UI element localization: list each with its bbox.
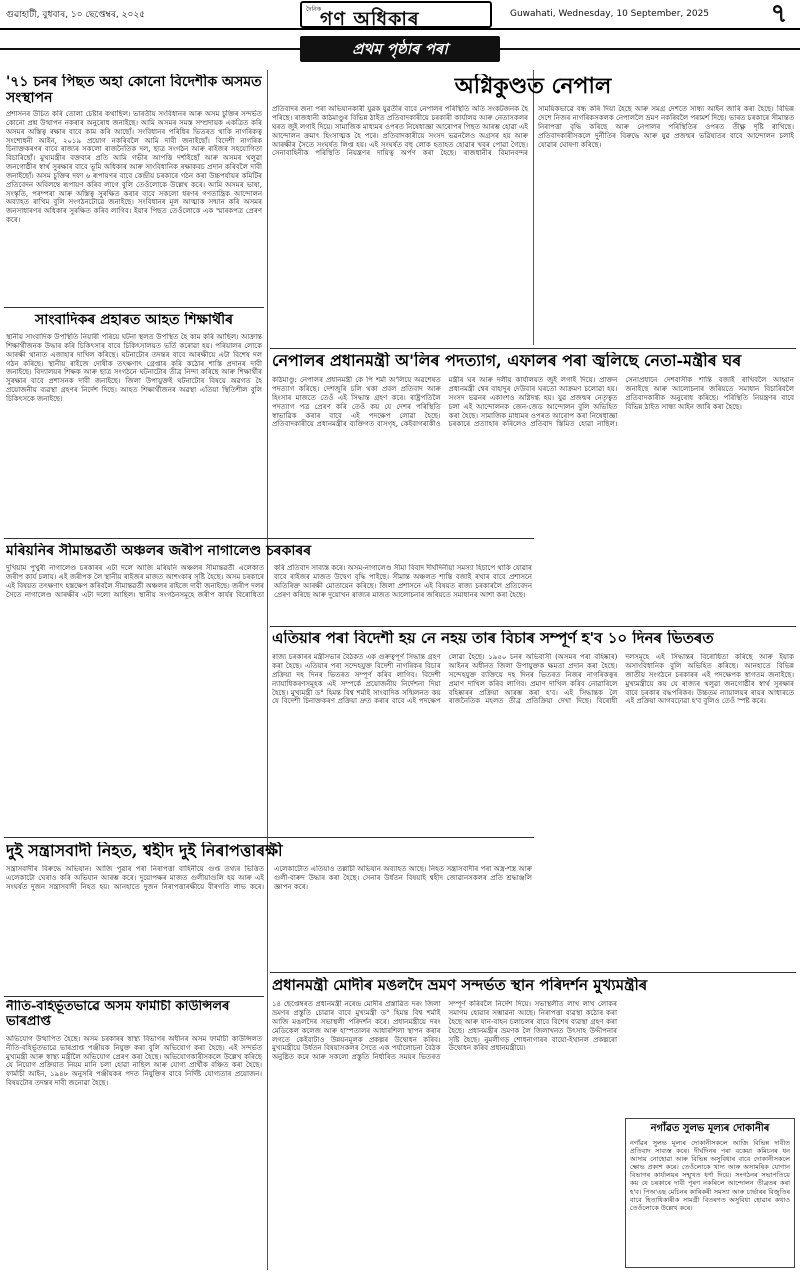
article-headline: নেপালৰ প্ৰধানমন্ত্ৰী অ'লিৰ পদত্যাগ, এফালৰ পৰা জ্বলিছে নেতা-মন্ত্ৰীৰ ঘৰ	[272, 352, 742, 370]
logo-name: গণ অধিকাৰ	[320, 8, 420, 30]
logo-small-text: দৈনিক	[306, 6, 322, 13]
article-nepal-fire	[272, 74, 794, 346]
article-pharmacy-council	[6, 1000, 262, 1268]
date-english: Guwahati, Wednesday, 10 September, 2025	[510, 9, 710, 19]
section-rule	[270, 972, 796, 973]
article-body: প্ৰশাসনৰ উচিত কৰি তোলা চেষ্টাৰ কথাছিল। ভাৰতীয় সংবিধানৰ আৰু অসম চুক্তিৰ সন্দৰ্ভত কোনো প্ৰশ্ন উত্থাপন নকৰাৰ অনুৰোধ জনাইছে। আমি অসমৰ সমস্ত সম্প্ৰদায়ক একত্ৰিত কৰি অসমৰ অস্তিত্ব ৰক্ষাৰ বাবে কাম কৰি আছোঁ। সংবিধানৰ পৰিধিৰ ভিতৰত থাকি নাগৰিকত্ব সংশোধনী আইন, ২০১৯ প্ৰয়োগ নকৰিবলৈ আমি দাবী জনাইছোঁ। বিদেশী নাগৰিক চিনাক্তকৰণৰ বাবে ৰাজ্যৰ সকলো ৰাজনৈতিক দল, ছাত্ৰ সংগঠন আৰু ৰাইজৰ সহযোগিতা বিচাৰিছোঁ। মুখ্যমন্ত্ৰীৰ বক্তব্যৰ প্ৰতি আমি গভীৰ আপত্তি দৰ্শাইছোঁ আৰু অসমৰ থলুৱা জনগোষ্ঠীৰ স্বাৰ্থ সুৰক্ষাৰ বাবে ভূমি অধিকাৰ আৰু সাংবিধানিক ৰক্ষাকবচ প্ৰদান কৰিবলৈ দাবী জনাইছোঁ। অসম চুক্তিৰ দফা ৬ ৰূপায়ণৰ বাবে কেন্দ্ৰীয় চৰকাৰে গঠন কৰা উচ্চপৰ্যায়ৰ কমিটিৰ প্ৰতিবেদন অবিলম্বে ৰূপায়ণ কৰিব লাগে বুলি তেওঁলোকে উল্লেখ কৰে। আমি অসমৰ ভাষা, সংস্কৃতি, পৰম্পৰা আৰু অস্তিত্ব সুৰক্ষিত কৰাৰ বাবে সকলো ধৰণৰ গণতান্ত্ৰিক আন্দোলন অব্যাহত ৰাখিম বুলি সংগঠনটোৱে জনাইছে। সংবিধানৰ মূল আত্মাক সন্মান কৰি অসমৰ জনসাধাৰণৰ অধিকাৰ সুৰক্ষিত কৰিব লাগিব। ইয়াৰ পিছত তেওঁলোকে এক স্মাৰকপত্ৰ প্ৰেৰণ কৰে।	[6, 110, 262, 224]
article-body: ১৪ ছেপ্তেম্বৰত প্ৰধানমন্ত্ৰী নৰেন্দ্ৰ মোদীৰ প্ৰস্তাৱিত দৰং জিলা ভ্ৰমণৰ প্ৰস্তুতি চোৱাৰ বাবে মুখ্যমন্ত্ৰী ড° হিমন্ত বিশ্ব শৰ্মাই আজি মঙলদৈৰ সভাস্থলী পৰিদৰ্শন কৰে। প্ৰধানমন্ত্ৰীয়ে দৰং মেডিকেল কলেজ আৰু হাস্পতালৰ আধাৰশিলা স্থাপন কৰাৰ লগতে কেইবাটাও উন্নয়নমূলক প্ৰকল্পৰ উদ্বোধন কৰিব। মুখ্যমন্ত্ৰীয়ে উৰ্ধতন বিষয়াসকলৰ সৈতে এক পৰ্যালোচনা বৈঠক অনুষ্ঠিত কৰে আৰু সকলো প্ৰস্তুতি নিৰ্ধাৰিত সময়ৰ ভিতৰত সম্পূৰ্ণ কৰিবলৈ নিৰ্দেশ দিয়ে। সভাস্থলীত লাখ লাখ লোকৰ সমাগম হোৱাৰ সম্ভাৱনা আছে। নিৰাপত্তা ব্যৱস্থা কঠোৰ কৰা হৈছে আৰু যান-বাহন চলাচলৰ বাবে বিশেষ ব্যৱস্থা গ্ৰহণ কৰা হৈছে। প্ৰধানমন্ত্ৰীৰ ভ্ৰমণক লৈ জিলাখনত উৎসাহ উদ্দীপনাৰ সৃষ্টি হৈছে। নুমলীগড় শোধনাগাৰৰ বায়ো-ইথানল প্ৰকল্পৰো উদ্বোধন কৰিব প্ৰধানমন্ত্ৰীয়ে।	[272, 1000, 617, 1062]
article-foreigner-trial	[272, 630, 794, 968]
article-headline: প্ৰধানমন্ত্ৰী মোদীৰ মঙলদৈ ভ্ৰমণ সন্দৰ্ভত স্থান পৰিদৰ্শন মুখ্যমন্ত্ৰীৰ	[272, 977, 648, 994]
article-body: সন্ত্ৰাসবাদীৰ বিৰুদ্ধে অভিযান। আজি পুৱাৰ পৰা নিৰাপত্তা বাহিনীয়ে গুপ্ত তথ্যৰ ভিত্তিত এলেকাটো ঘেৰাও কৰি অভিযান আৰম্ভ কৰে। দুয়োপক্ষৰ মাজত গুলীয়াগুলি হয় আৰু এই সংঘৰ্ষত দুজন সন্ত্ৰাসবাদী নিহত হয়। আনহাতে দুজন নিৰাপত্তাৰক্ষীয়ে বীৰগতি লাভ কৰে। এলেকাটোত এতিয়াও তল্লাচী অভিযান অব্যাহত আছে। নিহত সন্ত্ৰাসবাদীৰ পৰা অস্ত্ৰ-শস্ত্ৰ আৰু গুলী-বাৰুদ উদ্ধাৰ কৰা হৈছে। সেনাৰ উৰ্ধতন বিষয়াই শ্বহীদ জোৱানসকলৰ প্ৰতি শ্ৰদ্ধাঞ্জলি জ্ঞাপন কৰে।	[6, 865, 532, 892]
article-body: ৰাজ্য চৰকাৰৰ মন্ত্ৰীসভাৰ বৈঠকত এক গুৰুত্বপূৰ্ণ সিদ্ধান্ত গ্ৰহণ কৰা হৈছে। এতিয়াৰ পৰা সন্দেহযুক্ত বিদেশী নাগৰিকৰ বিচাৰ প্ৰক্ৰিয়া দহ দিনৰ ভিতৰত সম্পূৰ্ণ কৰিব লাগিব। বিদেশী ন্যায়াধিকৰণসমূহক এই সম্পৰ্কে প্ৰয়োজনীয় নিৰ্দেশনা দিয়া হৈছে। মুখ্যমন্ত্ৰী ড° হিমন্ত বিশ্ব শৰ্মাই সাংবাদিক সন্মিলনত কয় যে বিদেশী চিনাক্তকৰণ প্ৰক্ৰিয়া দ্ৰুত কৰাৰ বাবে এই পদক্ষেপ লোৱা হৈছে। ১৯৫০ চনৰ অভিবাসী (অসমৰ পৰা বহিষ্কাৰ) আইনৰ অধীনত জিলা উপায়ুক্তক ক্ষমতা প্ৰদান কৰা হৈছে। সন্দেহযুক্ত ব্যক্তিয়ে দহ দিনৰ ভিতৰত নিজৰ নাগৰিকত্বৰ প্ৰমাণ দাখিল কৰিব লাগিব। প্ৰমাণ দাখিল কৰিব নোৱাৰিলে বহিষ্কাৰৰ প্ৰক্ৰিয়া আৰম্ভ কৰা হ'ব। এই সিদ্ধান্তক লৈ ৰাজনৈতিক মহলত তীব্ৰ প্ৰতিক্ৰিয়া দেখা দিছে। বিৰোধী দলসমূহে এই সিদ্ধান্তৰ বিৰোধিতা কৰিছে আৰু ইয়াক অসাংবিধানিক বুলি অভিহিত কৰিছে। আনহাতে বিভিন্ন জাতীয় সংগঠনে চৰকাৰৰ এই পদক্ষেপক স্বাগতম জনাইছে। মুখ্যমন্ত্ৰীয়ে কয় যে ৰাজ্যৰ থলুৱা জনগোষ্ঠীৰ স্বাৰ্থ সুৰক্ষাৰ বাবে চৰকাৰ বদ্ধপৰিকৰ। উচ্চতম ন্যায়ালয়ৰ ৰায়ৰ আধাৰতে এই প্ৰক্ৰিয়া আগবঢ়োৱা হ'ব বুলিও তেওঁ স্পষ্ট কৰে।	[272, 653, 794, 706]
article-headline: অগ্নিকুণ্ডত নেপাল	[454, 74, 612, 99]
date-local: গুৱাহাটী, বুধবাৰ, ১০ ছেপ্তেম্বৰ, ২০২৫	[6, 10, 146, 20]
article-outsiders	[6, 74, 262, 304]
newspaper-logo	[300, 1, 492, 28]
article-ration-shop	[625, 1118, 795, 1268]
article-headline: '৭১ চনৰ পিছত অহা কোনো বিদেশীক অসমত সংস্থাপন	[6, 74, 262, 107]
article-body: কাঠমাণ্ডু: নেপালৰ প্ৰধানমন্ত্ৰী কে পি শৰ্মা অ'লিয়ে অৱশেষত পদত্যাগ কৰিছে। দেশজুৰি চলি থকা প্ৰবল প্ৰতিবাদ আৰু হিংসাৰ মাজতে তেওঁ এই সিদ্ধান্ত গ্ৰহণ কৰে। ৰাষ্ট্ৰপতিলৈ পদত্যাগ পত্ৰ প্ৰেৰণ কৰি তেওঁ কয় যে দেশৰ পৰিস্থিতি স্বাভাৱিক কৰাৰ বাবে এই পদক্ষেপ লোৱা হৈছে। প্ৰতিবাদকাৰীয়ে প্ৰধানমন্ত্ৰীৰ ব্যক্তিগত বাসগৃহ, কেইবাগৰাকীও মন্ত্ৰীৰ ঘৰ আৰু দলীয় কাৰ্যালয়ত জুই লগাই দিয়ে। প্ৰাক্তন প্ৰধানমন্ত্ৰী শ্বেৰ বাহাদুৰ দেউবাৰ ঘৰতো আক্ৰমণ চলোৱা হয়। সংসদ ভৱনৰ একাংশও অগ্নিদগ্ধ হয়। যুৱ প্ৰজন্মৰ নেতৃত্বত চলা এই আন্দোলনক জেন-জেড আন্দোলন বুলি অভিহিত কৰা হৈছে। সামাজিক মাধ্যমৰ ওপৰত আৰোপ কৰা নিষেধাজ্ঞা চৰকাৰে প্ৰত্যাহাৰ কৰিলেও প্ৰতিবাদ স্তিমিত হোৱা নাছিল। সেনাপ্ৰধানে দেশবাসীক শান্তি বজাই ৰাখিবলৈ আহ্বান জনাইছে আৰু আলোচনাৰ জৰিয়তে সমাধান বিচাৰিবলৈ প্ৰতিবাদকাৰীক অনুৰোধ কৰিছে। পৰিস্থিতি নিয়ন্ত্ৰণৰ বাবে বিভিন্ন ঠাইত সান্ধ্য আইন জাৰি কৰা হৈছে।	[272, 376, 794, 429]
section-rule	[270, 626, 796, 627]
article-oli-resigns	[272, 352, 794, 622]
article-headline: দুই সন্ত্ৰাসবাদী নিহত, শ্বহীদ দুই নিৰাপত্তাৰক্ষী	[6, 842, 283, 860]
section-rule	[4, 307, 264, 308]
article-body: দুখিয়াম পুখুৰী নাগালেণ্ড চৰকাৰৰ এটা দলে আজি মৰিয়নি অঞ্চলৰ সীমান্তৱৰ্তী এলেকাত জৰীপ কাৰ্য চলায়। এই জৰীপক লৈ স্থানীয় ৰাইজৰ মাজত আশংকাৰ সৃষ্টি হৈছে। অসম চৰকাৰে এই বিষয়ত তৎক্ষণাৎ হস্তক্ষেপ কৰিবলৈ সীমান্তৱৰ্তী অঞ্চলৰ ৰাইজে দাবী জনাইছে। জৰীপ দলৰ সৈতে নাগালেণ্ড আৰক্ষীৰ এটা দলো আছিল। স্থানীয় সংগঠনসমূহে জৰীপ কাৰ্যৰ বিৰোধিতা কৰি প্ৰতিবাদ সাব্যস্ত কৰে। অসম-নাগালেণ্ড সীমা বিবাদ দীৰ্ঘদিনীয়া সমস্যা হিচাপে থাকি যোৱাৰ বাবে ৰাইজৰ মাজত উদ্বেগ বৃদ্ধি পাইছে। সীমান্ত অঞ্চলত শান্তি বজাই ৰখাৰ বাবে প্ৰশাসনে অতিৰিক্ত আৰক্ষী মোতায়েন কৰিছে। জিলা প্ৰশাসনে এই বিষয়ত ৰাজ্য চৰকাৰলৈ প্ৰতিবেদন প্ৰেৰণ কৰিছে আৰু দুয়োখন ৰাজ্যৰ মাজত আলোচনাৰ জৰিয়তে সমাধানৰ আশা কৰা হৈছে।	[6, 564, 532, 599]
masthead	[0, 0, 800, 30]
article-body: স্থানীয় সাংবাদিক উপস্থিতি নিয়াৰী পৰিয়ে ঘটনা স্থলত উপস্থিত হৈ কাম কৰি আছিল। আক্ৰান্ত শিক্ষাৰ্থীজনক উদ্ধাৰ কৰি চিকিৎসাৰ বাবে চিকিৎসালয়ত ভৰ্তি কৰোৱা হয়। পৰিয়ালৰ লোকে আৰক্ষী থানাত এজাহাৰ দাখিল কৰিছে। ঘটনাটোৰ তদন্তৰ বাবে আৰক্ষীয়ে এটা বিশেষ দল গঠন কৰিছে। স্থানীয় ৰাইজে দোষীক তৎক্ষণাৎ গ্ৰেপ্তাৰ কৰি কঠোৰ শাস্তি প্ৰদানৰ দাবী জনাইছে। বিদ্যালয়ৰ শিক্ষক আৰু ছাত্ৰ সংগঠনে ঘটনাটোৰ তীব্ৰ নিন্দা কৰিছে আৰু শিক্ষাৰ্থীৰ সুৰক্ষাৰ বাবে প্ৰশাসনক দাবী জনাইছে। জিলা উপায়ুক্তই ঘটনাটোৰ বিষয়ে অৱগত হৈ প্ৰয়োজনীয় ব্যৱস্থা গ্ৰহণৰ নিৰ্দেশ দিছে। আহত শিক্ষাৰ্থীজনৰ অৱস্থা এতিয়া স্থিতিশীল বুলি চিকিৎসকে জনাইছে।	[6, 333, 262, 403]
article-headline: নগাঁৱত সুলভ মূল্যৰ দোকানীৰ	[650, 1123, 770, 1134]
page-number: ৭	[770, 0, 788, 29]
article-body: নগাঁৱৰ সুলভ মূল্যৰ দোকানীসকলে আজি বিভিন্ন দাবীত প্ৰতিবাদ সাব্যস্ত কৰে। দীৰ্ঘদিনৰ পৰা বকেয়া কমিচনৰ ধন আদায় নোহোৱা আৰু বিভিন্ন অসুবিধাৰ বাবে দোকানীসকলে ক্ষোভ প্ৰকাশ কৰে। তেওঁলোকে খাদ্য আৰু অসামৰিক যোগান বিভাগৰ কাৰ্যালয়ৰ সন্মুখত ধৰ্ণা দিয়ে। সংগঠনৰ সভাপতিয়ে কয় যে চৰকাৰে দাবী পূৰণ নকৰিলে আন্দোলন তীব্ৰতৰ কৰা হ'ব। পিঅ'এছ মেচিনৰ কাৰিকৰী সমস্যা আৰু চাৰ্ভাৰৰ বিজুতিৰ বাবে হিতাধিকাৰীক সামগ্ৰী বিতৰণত অসুবিধা হোৱাৰ কথাও তেওঁলোকে উল্লেখ কৰে।	[630, 1138, 790, 1212]
article-headline: নীতি-বহিৰ্ভূতভাৱে অসম ফাৰ্মাচী কাউন্সিলৰ ভাৰপ্ৰাপ্ত	[6, 1000, 230, 1029]
section-rule	[4, 996, 264, 997]
section-banner: প্ৰথম পৃষ্ঠাৰ পৰা	[300, 36, 500, 62]
article-headline: সাংবাদিকৰ প্ৰহাৰত আহত শিক্ষাৰ্থীৰ	[35, 312, 233, 328]
article-journalist-assault	[6, 312, 262, 534]
section-rule	[270, 348, 796, 349]
article-headline: এতিয়াৰ পৰা বিদেশী হয় নে নহয় তাৰ বিচাৰ সম্পূৰ্ণ হ'ব ১০ দিনৰ ভিতৰত	[272, 630, 714, 647]
article-body: অভিযোগ উত্থাপিত হৈছে। অসম চৰকাৰৰ স্বাস্থ্য বিভাগৰ অধীনৰ অসম ফাৰ্মাচী কাউন্সিলত নীতি-বহিৰ্ভূতভাৱে ভাৰপ্ৰাপ্ত পঞ্জীয়ক নিযুক্ত কৰা বুলি অভিযোগ কৰা হৈছে। এই সন্দৰ্ভত মুখ্যমন্ত্ৰী আৰু স্বাস্থ্য মন্ত্ৰীলৈ অভিযোগ প্ৰেৰণ কৰা হৈছে। অভিযোগকাৰীসকলে উল্লেখ কৰিছে যে নিয়োগ প্ৰক্ৰিয়াত নিয়ম মানি চলা হোৱা নাছিল আৰু যোগ্য প্ৰাৰ্থীক বঞ্চিত কৰা হৈছে। ফাৰ্মাচী আইন, ১৯৪৮ অনুসৰি পঞ্জীয়কৰ পদত নিযুক্তিৰ বাবে নিৰ্দিষ্ট যোগ্যতাৰ প্ৰয়োজন। বিষয়টোৰ তদন্তৰ দাবী জনোৱা হৈছে।	[6, 1034, 262, 1087]
article-body: প্ৰতিবাদৰ জনা পৰা অভিযানকাৰী যুৱক যুৱতীৰ বাবে নেপালৰ পৰিস্থিতি অতি সংকটজনক হৈ পৰিছে। ৰাজধানী কাঠমাণ্ডুৰ বিভিন্ন ঠাইত প্ৰতিবাদকাৰীয়ে চৰকাৰী কাৰ্যালয় আৰু নেতাসকলৰ ঘৰত জুই লগাই দিয়ে। সামাজিক মাধ্যমৰ ওপৰত নিষেধাজ্ঞা আৰোপৰ পিছত আৰম্ভ হোৱা এই আন্দোলন ক্ৰমাৎ হিংসাত্মক হৈ পৰে। প্ৰতিবাদকাৰীয়ে সংসদ ভৱনলৈও অগ্ৰসৰ হয় আৰু আৰক্ষীৰ সৈতে সংঘৰ্ষত লিপ্ত হয়। এই সংঘৰ্ষত বহু লোক হতাহত হোৱাৰ খবৰ পোৱা গৈছে। সেনাবাহিনীক পৰিস্থিতি নিয়ন্ত্ৰণৰ দায়িত্ব অৰ্পণ কৰা হৈছে। ৰাজধানীৰ বিমানবন্দৰ সাময়িকভাৱে বন্ধ কৰি দিয়া হৈছে আৰু সমগ্ৰ দেশতে সান্ধ্য আইন জাৰি কৰা হৈছে। বিভিন্ন দেশে নিজৰ নাগৰিকসকলক নেপাললৈ ভ্ৰমণ নকৰিবলৈ পৰামৰ্শ দিছে। ভাৰত চৰকাৰে সীমান্তত নিৰাপত্তা বৃদ্ধি কৰিছে আৰু নেপালৰ পৰিস্থিতিৰ ওপৰত তীক্ষ্ণ দৃষ্টি ৰাখিছে। প্ৰতিবাদকাৰীসকলে দুৰ্নীতিৰ বিৰুদ্ধে আৰু যুৱ প্ৰজন্মৰ ভৱিষ্যতৰ বাবে আন্দোলন চলাই যোৱাৰ ঘোষণা কৰিছে।	[272, 105, 794, 158]
article-headline: মৰিয়নিৰ সীমান্তৱৰ্তী অঞ্চলৰ জৰীপ নাগালেণ্ড চৰকাৰৰ	[6, 543, 312, 559]
